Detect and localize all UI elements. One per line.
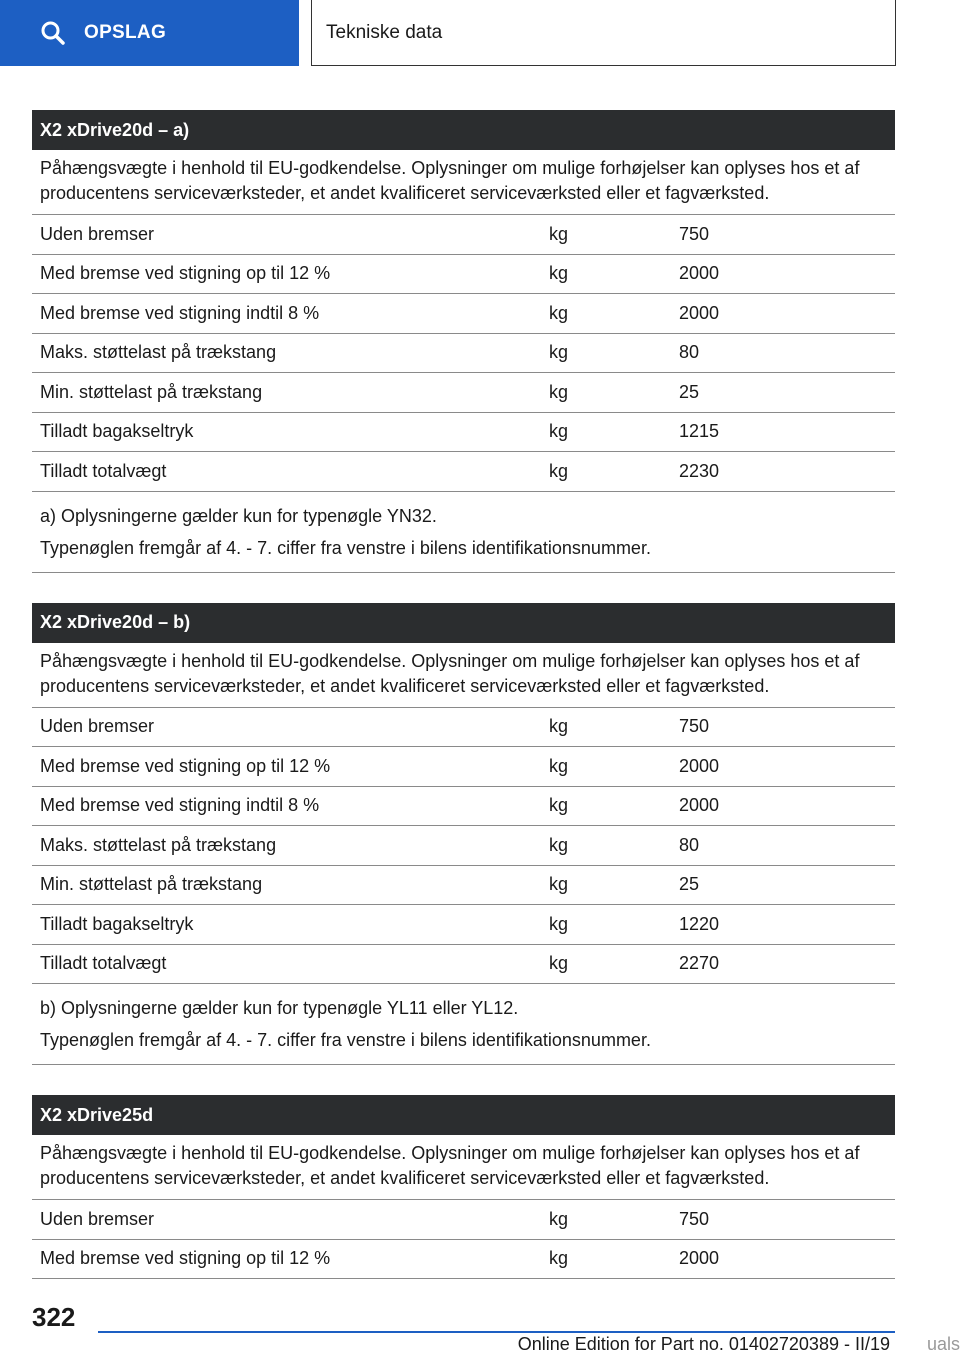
row-label: Maks. støttelast på trækstang xyxy=(40,834,277,855)
section-description: Påhængsvægte i henhold til EU-godkendelse. Oplysninger om mulige forhøjelser kan oplyses hos et af producentens serviceværksteder, et andet kvalificeret serviceværksted eller et fagværksted. xyxy=(32,1135,895,1200)
row-value: 2230 xyxy=(679,460,720,481)
section-title: X2 xDrive20d – a) xyxy=(32,110,895,150)
footnote-line: b) Oplysningerne gælder kun for typenøgle YL11 eller YL12. xyxy=(40,998,519,1018)
row-unit: kg xyxy=(549,913,569,934)
spec-section xyxy=(32,603,895,1066)
row-label: Uden bremser xyxy=(40,223,155,244)
row-value: 1220 xyxy=(679,913,720,934)
row-unit: kg xyxy=(549,716,569,737)
table-row xyxy=(32,787,895,827)
search-icon xyxy=(40,20,66,46)
row-value: 2270 xyxy=(679,953,720,974)
row-value: 80 xyxy=(679,342,700,363)
row-label: Med bremse ved stigning op til 12 % xyxy=(40,263,331,284)
row-unit: kg xyxy=(549,381,569,402)
table-row xyxy=(32,452,895,492)
row-value: 750 xyxy=(679,716,710,737)
table-row xyxy=(32,905,895,945)
row-unit: kg xyxy=(549,223,569,244)
table-row xyxy=(32,215,895,255)
table-row xyxy=(32,866,895,906)
row-value: 2000 xyxy=(679,302,720,323)
table-row xyxy=(32,708,895,748)
spec-section xyxy=(32,1095,895,1279)
section-title: X2 xDrive20d – b) xyxy=(32,603,895,643)
table-row xyxy=(32,373,895,413)
row-unit: kg xyxy=(549,874,569,895)
row-value: 2000 xyxy=(679,263,720,284)
row-unit: kg xyxy=(549,1248,569,1269)
row-value: 750 xyxy=(679,223,710,244)
table-row xyxy=(32,294,895,334)
page-number: 322 xyxy=(32,1302,76,1332)
table-row xyxy=(32,334,895,374)
row-unit: kg xyxy=(549,834,569,855)
row-unit: kg xyxy=(549,302,569,323)
section-footnote xyxy=(32,492,895,573)
row-value: 25 xyxy=(679,874,700,895)
table-row xyxy=(32,255,895,295)
page-title: Tekniske data xyxy=(311,0,896,66)
section-description: Påhængsvægte i henhold til EU-godkendelse. Oplysninger om mulige forhøjelser kan oplyses hos et af producentens serviceværksteder, et andet kvalificeret serviceværksted eller et fagværksted. xyxy=(32,643,895,708)
footnote-line: Typenøglen fremgår af 4. - 7. ciffer fra venstre i bilens identifikationsnummer. xyxy=(40,537,651,558)
row-value: 2000 xyxy=(679,795,720,816)
row-unit: kg xyxy=(549,953,569,974)
row-label: Min. støttelast på trækstang xyxy=(40,381,263,402)
search-tab[interactable] xyxy=(0,0,299,66)
table-row xyxy=(32,945,895,985)
row-value: 750 xyxy=(679,1208,710,1229)
row-unit: kg xyxy=(549,421,569,442)
table-row xyxy=(32,1240,895,1280)
footnote-line: a) Oplysningerne gælder kun for typenøgle YN32. xyxy=(40,505,437,526)
row-label: Med bremse ved stigning indtil 8 % xyxy=(40,795,320,816)
table-row xyxy=(32,826,895,866)
row-label: Tilladt bagakseltryk xyxy=(40,913,194,934)
footer-divider xyxy=(98,1331,895,1333)
table-row xyxy=(32,413,895,453)
table-row xyxy=(32,1200,895,1240)
row-unit: kg xyxy=(549,263,569,284)
row-unit: kg xyxy=(549,342,569,363)
row-label: Med bremse ved stigning op til 12 % xyxy=(40,1248,331,1269)
row-label: Min. støttelast på trækstang xyxy=(40,874,263,895)
row-label: Tilladt bagakseltryk xyxy=(40,421,194,442)
row-value: 80 xyxy=(679,834,700,855)
row-unit: kg xyxy=(549,795,569,816)
row-unit: kg xyxy=(549,755,569,776)
edition-text: Online Edition for Part no. 01402720389 - II/19 xyxy=(517,1334,890,1354)
section-footnote xyxy=(32,984,895,1065)
content xyxy=(32,110,895,1279)
row-label: Uden bremser xyxy=(40,1208,155,1229)
search-label: OPSLAG xyxy=(84,22,167,43)
row-unit: kg xyxy=(549,460,569,481)
watermark: uals xyxy=(926,1334,960,1354)
footnote-line: Typenøglen fremgår af 4. - 7. ciffer fra venstre i bilens identifikationsnummer. xyxy=(40,1030,651,1050)
table-row xyxy=(32,747,895,787)
row-label: Med bremse ved stigning op til 12 % xyxy=(40,755,331,776)
row-value: 1215 xyxy=(679,421,720,442)
row-label: Uden bremser xyxy=(40,716,155,737)
section-title: X2 xDrive25d xyxy=(32,1095,895,1135)
row-unit: kg xyxy=(549,1208,569,1229)
spec-section xyxy=(32,110,895,573)
row-label: Med bremse ved stigning indtil 8 % xyxy=(40,302,320,323)
section-description: Påhængsvægte i henhold til EU-godkendelse. Oplysninger om mulige forhøjelser kan oplyses hos et af producentens serviceværksteder, et andet kvalificeret serviceværksted eller et fagværksted. xyxy=(32,150,895,215)
row-label: Maks. støttelast på trækstang xyxy=(40,342,277,363)
row-label: Tilladt totalvægt xyxy=(40,460,167,481)
row-value: 25 xyxy=(679,381,700,402)
row-label: Tilladt totalvægt xyxy=(40,953,167,974)
row-value: 2000 xyxy=(679,1248,720,1269)
row-value: 2000 xyxy=(679,755,720,776)
